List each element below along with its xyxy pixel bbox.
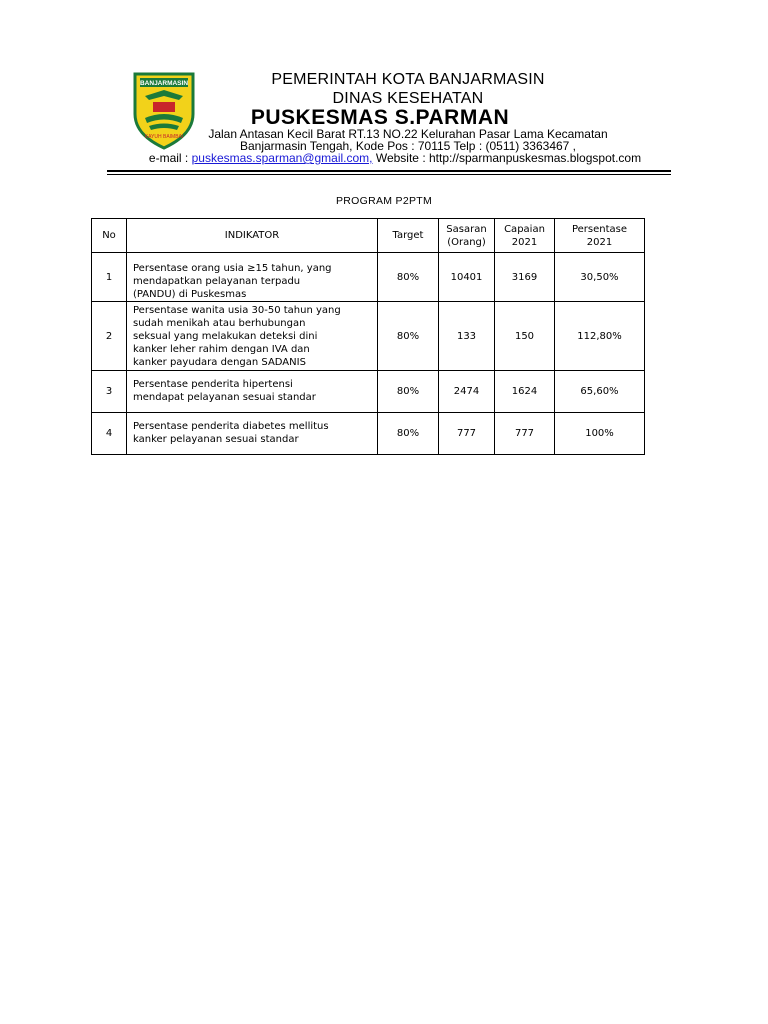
- cell-capaian: 3169: [495, 253, 555, 302]
- cell-target: 80%: [378, 253, 439, 302]
- table-header-row: [92, 219, 645, 253]
- email-label: e-mail :: [148, 151, 192, 165]
- header-target: Target: [378, 219, 439, 253]
- letterhead-address-line-2: Banjarmasin Tengah, Kode Pos : 70115 Telp : (0511) 3363467 ,: [239, 139, 577, 153]
- header-persentase: Persentase 2021: [555, 219, 645, 253]
- table-row: [92, 371, 645, 413]
- svg-text:KAYUH BAIMBAI: KAYUH BAIMBAI: [144, 134, 184, 140]
- cell-no: 1: [92, 253, 127, 302]
- cell-indikator: Persentase wanita usia 30-50 tahun yang sudah menikah atau berhubungan seksual yang melakukan deteksi dini kanker leher rahim dengan IVA dan kanker payudara dengan SADANIS: [127, 302, 378, 371]
- cell-persentase: 30,50%: [555, 253, 645, 302]
- website-text: Website : http://sparmanpuskesmas.blogspot.com: [372, 151, 642, 165]
- cell-indikator: Persentase penderita diabetes mellitus kanker pelayanan sesuai standar: [127, 413, 378, 455]
- letterhead-contact-line: [95, 151, 695, 165]
- letterhead-puskesmas-name: PUSKESMAS S.PARMAN: [250, 106, 510, 129]
- header-no: No: [92, 219, 127, 253]
- cell-persentase: 112,80%: [555, 302, 645, 371]
- table-row: [92, 253, 645, 302]
- cell-sasaran: 133: [439, 302, 495, 371]
- indicator-table: [91, 218, 645, 455]
- letterhead-government: PEMERINTAH KOTA BANJARMASIN: [271, 71, 545, 88]
- letterhead-divider-thick: [107, 170, 671, 172]
- table-row: [92, 413, 645, 455]
- cell-target: 80%: [378, 371, 439, 413]
- cell-sasaran: 10401: [439, 253, 495, 302]
- cell-no: 4: [92, 413, 127, 455]
- header-indikator: INDIKATOR: [127, 219, 378, 253]
- letterhead-department: DINAS KESEHATAN: [332, 90, 484, 107]
- cell-capaian: 150: [495, 302, 555, 371]
- cell-no: 3: [92, 371, 127, 413]
- program-title: PROGRAM P2PTM: [335, 195, 433, 207]
- table-row: [92, 302, 645, 371]
- email-link[interactable]: puskesmas.sparman@gmail.com,: [191, 151, 373, 165]
- cell-target: 80%: [378, 413, 439, 455]
- cell-sasaran: 2474: [439, 371, 495, 413]
- cell-sasaran: 777: [439, 413, 495, 455]
- cell-no: 2: [92, 302, 127, 371]
- cell-indikator: Persentase orang usia ≥15 tahun, yang mendapatkan pelayanan terpadu (PANDU) di Puskesmas: [127, 253, 378, 302]
- cell-persentase: 65,60%: [555, 371, 645, 413]
- header-sasaran: Sasaran (Orang): [439, 219, 495, 253]
- cell-indikator: Persentase penderita hipertensi mendapat pelayanan sesuai standar: [127, 371, 378, 413]
- letterhead-divider-thin: [107, 174, 671, 175]
- letterhead-address-line-1: Jalan Antasan Kecil Barat RT.13 NO.22 Kelurahan Pasar Lama Kecamatan: [208, 127, 608, 141]
- header-capaian: Capaian 2021: [495, 219, 555, 253]
- cell-capaian: 777: [495, 413, 555, 455]
- cell-target: 80%: [378, 302, 439, 371]
- cell-persentase: 100%: [555, 413, 645, 455]
- svg-text:BANJARMASIN: BANJARMASIN: [139, 80, 189, 87]
- cell-capaian: 1624: [495, 371, 555, 413]
